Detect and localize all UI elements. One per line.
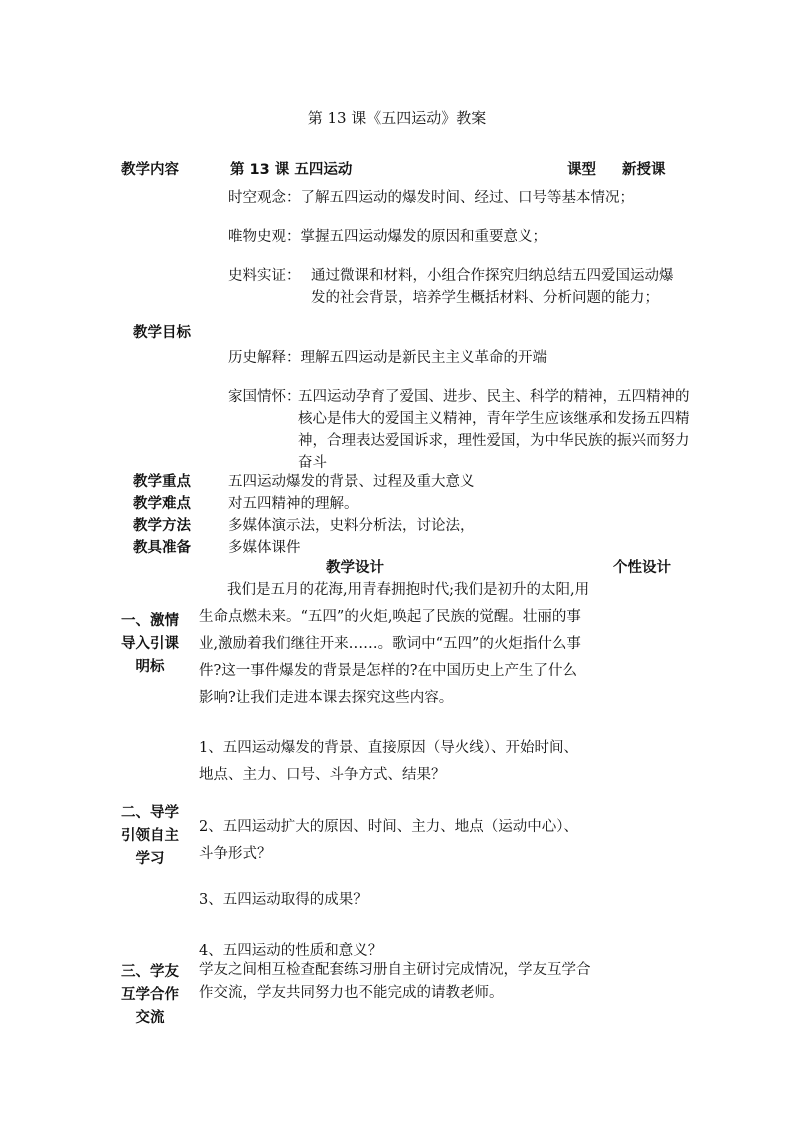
- question-item: 4、五四运动的性质和意义？: [199, 943, 383, 959]
- objective-text: 了解五四运动的爆发时间、经过、口号等基本情况；: [300, 190, 634, 206]
- lesson-name: 第 13 课 五四运动: [230, 162, 353, 178]
- objective-item: [228, 226, 688, 248]
- focus-value: 五四运动爆发的背景、过程及重大意义: [228, 474, 475, 490]
- content-label: 教学内容: [121, 162, 179, 178]
- method-label: 教学方法: [133, 518, 191, 534]
- section-1-text: 我们是五月的花海,用青春拥抱时代;我们是初升的太阳,用生命点燃未来。“五四”的火炬,唤起了民族的觉醒。壮丽的事业,激励着我们继往开来……。歌词中“五四”的火炬指什么事件?这一事件爆发的背景是怎样的?在中国历史上产生了什么影响?让我们走进本课去探究这些内容。: [199, 582, 590, 706]
- difficulty-value: 对五四精神的理解。: [228, 496, 359, 512]
- section-2-label: 二、导学引领自主学习: [121, 805, 179, 867]
- personal-design-header: 个性设计: [613, 560, 671, 576]
- objective-item: [228, 187, 688, 209]
- section-1-label: 一、激情导入引课明标: [121, 613, 179, 675]
- section-3-text: 学友之间相互检查配套练习册自主研讨完成情况，学友互学合作交流，学友共同努力也不能完成的请教老师。: [199, 962, 591, 1001]
- difficulty-label: 教学难点: [133, 496, 191, 512]
- objective-text: 掌握五四运动爆发的原因和重要意义；: [300, 229, 547, 245]
- method-value: 多媒体演示法，史料分析法，讨论法，: [228, 518, 475, 534]
- lesson-type-value: 新授课: [622, 162, 666, 178]
- objective-item: [228, 347, 688, 369]
- objective-text: 五四运动孕育了爱国、进步、民主、科学的精神，五四精神的核心是伟大的爱国主义精神，青年学生应该继承和发扬五四精神，合理表达爱国诉求，理性爱国，为中华民族的振兴而努力奋斗: [298, 389, 690, 471]
- section-3-label: 三、学友互学合作交流: [121, 964, 179, 1026]
- question-item: 2、五四运动扩大的原因、时间、主力、地点（运动中心）、斗争形式？: [199, 819, 578, 862]
- tools-value: 多媒体课件: [228, 540, 301, 556]
- objective-tag: 时空观念：: [228, 190, 301, 206]
- objective-tag: 家国情怀：: [228, 389, 301, 405]
- objective-text: 理解五四运动是新民主主义革命的开端: [300, 350, 547, 366]
- design-header: 教学设计: [326, 560, 384, 576]
- tools-label: 教具准备: [133, 540, 191, 556]
- question-item: 3、五四运动取得的成果？: [199, 892, 368, 908]
- document-title: 第 13 课《五四运动》教案: [307, 109, 487, 127]
- objective-tag: 史料实证：: [228, 268, 301, 284]
- objective-tag: 历史解释：: [228, 350, 301, 366]
- focus-label: 教学重点: [133, 474, 191, 490]
- lesson-type-label: 课型: [567, 162, 596, 178]
- objective-text: 通过微课和材料，小组合作探究归纳总结五四爱国运动爆发的社会背景，培养学生概括材料、分析问题的能力；: [311, 268, 674, 306]
- objectives-label: 教学目标: [133, 325, 191, 341]
- objective-tag: 唯物史观：: [228, 229, 301, 245]
- question-item: 1、五四运动爆发的背景、直接原因（导火线）、开始时间、地点、主力、口号、斗争方式、结果？: [199, 740, 578, 783]
